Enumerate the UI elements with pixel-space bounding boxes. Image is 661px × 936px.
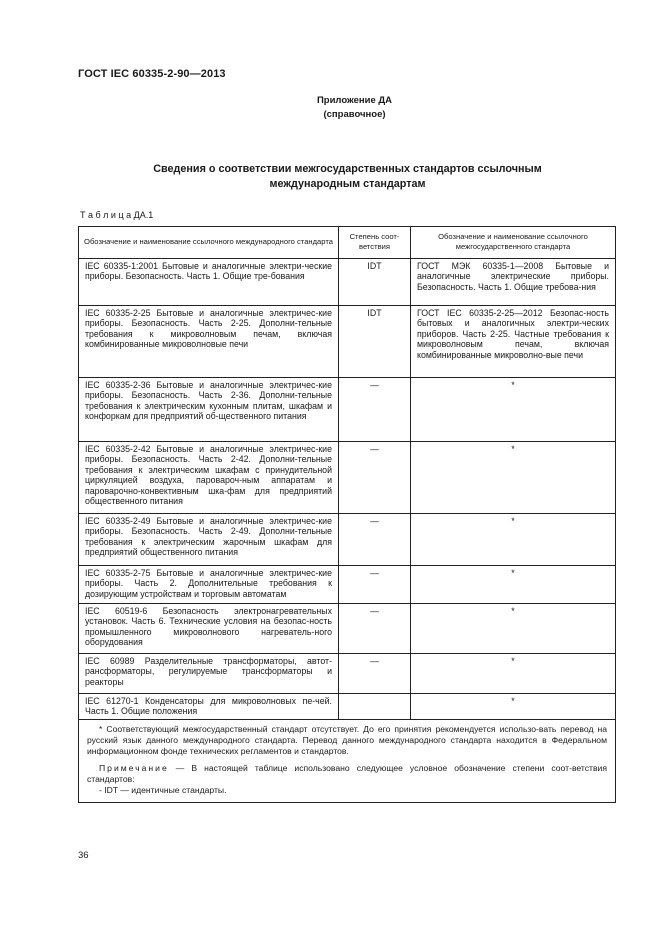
table-header-row bbox=[79, 227, 616, 259]
table-row bbox=[79, 378, 616, 442]
cell-intl-standard: IEC 60335-1:2001 Бытовые и аналогичные электри-ческие приборы. Безопасность. Часть 1. Общие тре-бования bbox=[79, 259, 339, 306]
document-header: ГОСТ IEC 60335-2-90—2013 bbox=[78, 68, 226, 80]
cell-interstate-standard: * bbox=[411, 654, 616, 694]
table-row bbox=[79, 514, 616, 566]
cell-degree bbox=[339, 694, 411, 720]
cell-intl-standard: IEC 60335-2-75 Бытовые и аналогичные электричес-кие приборы. Часть 2. Дополнительные требования к дозирующим устройствам и торговым автоматам bbox=[79, 566, 339, 604]
cell-degree: — bbox=[339, 514, 411, 566]
cell-intl-standard: IEC 60989 Разделительные трансформаторы, автот-рансформаторы, регулируемые трансформаторы и реакторы bbox=[79, 654, 339, 694]
cell-interstate-standard: * bbox=[411, 694, 616, 720]
page-number: 36 bbox=[78, 850, 89, 861]
header-degree: Степень соот-ветствия bbox=[339, 227, 411, 259]
annex-heading bbox=[0, 94, 661, 122]
cell-intl-standard: IEC 61270-1 Конденсаторы для микроволновых пе-чей. Часть 1. Общие положения bbox=[79, 694, 339, 720]
cell-degree: — bbox=[339, 654, 411, 694]
cell-degree: — bbox=[339, 378, 411, 442]
table-note bbox=[87, 763, 607, 785]
table-caption: Т а б л и ц а ДА.1 bbox=[80, 210, 154, 220]
section-title-line2: международным стандартам bbox=[269, 177, 426, 190]
table-row bbox=[79, 654, 616, 694]
table-row bbox=[79, 442, 616, 514]
table-footnote: * Соответствующий межгосударственный стандарт отсутствует. До его принятия рекомендуется использо-вать перевод на русский язык данного международного стандарта. Перевод данного международного стандарта находится в Федеральном информационном фонде технических регламентов и стандартов. bbox=[87, 724, 607, 756]
cell-degree: — bbox=[339, 604, 411, 654]
cell-interstate-standard: ГОСТ IEC 60335-2-25—2012 Безопас-ность бытовых и аналогичных электри-ческих приборов. Часть 2-25. Частные требования к микроволновым печам, включая комбинированные микроволно-вые печи bbox=[411, 306, 616, 378]
cell-interstate-standard: * bbox=[411, 378, 616, 442]
cell-interstate-standard: ГОСТ МЭК 60335-1—2008 Бытовые и аналогичные электрические приборы. Безопасность. Часть 1. Общие требова-ния bbox=[411, 259, 616, 306]
table-footer-row bbox=[79, 720, 616, 803]
note-text: — В настоящей таблице использовано следующее условное обозначение степени соот-ветствия стандартов: bbox=[87, 763, 607, 784]
cell-degree: IDT bbox=[339, 306, 411, 378]
section-title bbox=[110, 162, 585, 191]
annex-title: Приложение ДА bbox=[316, 95, 393, 106]
cell-intl-standard: IEC 60335-2-42 Бытовые и аналогичные электричес-кие приборы. Безопасность. Часть 2-42. Дополни-тельные требования к электрическим шкафам с принудительной циркуляцией воздуха, паровароч-ным аппаратам и пароварочно-конвективным шка-фам для предприятий общественного питания bbox=[79, 442, 339, 514]
note-item: - IDT — идентичные стандарты. bbox=[99, 785, 227, 795]
table-footer bbox=[79, 720, 616, 803]
table-row bbox=[79, 259, 616, 306]
header-interstate-standard: Обозначение и наименование ссылочного межгосударственного стандарта bbox=[411, 227, 616, 259]
table-row bbox=[79, 566, 616, 604]
cell-intl-standard: IEC 60519-6 Безопасность электронагревательных установок. Часть 6. Технические условия на безопас-ность промышленного микроволнового нагреватель-ного оборудования bbox=[79, 604, 339, 654]
cell-interstate-standard: * bbox=[411, 442, 616, 514]
note-prefix: Примечание bbox=[99, 763, 169, 773]
cell-degree: — bbox=[339, 566, 411, 604]
cell-interstate-standard: * bbox=[411, 514, 616, 566]
section-title-line1: Сведения о соответствии межгосударственных стандартов ссылочным bbox=[153, 163, 542, 175]
cell-degree: IDT bbox=[339, 259, 411, 306]
table-row bbox=[79, 306, 616, 378]
cell-interstate-standard: * bbox=[411, 604, 616, 654]
cell-interstate-standard: * bbox=[411, 566, 616, 604]
correspondence-table bbox=[78, 226, 616, 803]
table-row bbox=[79, 604, 616, 654]
cell-intl-standard: IEC 60335-2-25 Бытовые и аналогичные электричес-кие приборы. Безопасность. Часть 2-25. Дополни-тельные требования к микроволновым печам, включая комбинированные микроволновые печи bbox=[79, 306, 339, 378]
header-intl-standard: Обозначение и наименование ссылочного международного стандарта bbox=[79, 227, 339, 259]
annex-subtitle: (справочное) bbox=[323, 109, 386, 120]
table-row bbox=[79, 694, 616, 720]
cell-degree: — bbox=[339, 442, 411, 514]
cell-intl-standard: IEC 60335-2-49 Бытовые и аналогичные электричес-кие приборы. Безопасность. Часть 2-49. Дополни-тельные требования к электрическим жарочным шкафам для предприятий общественного питания bbox=[79, 514, 339, 566]
cell-intl-standard: IEC 60335-2-36 Бытовые и аналогичные электричес-кие приборы. Безопасность. Часть 2-36. Дополни-тельные требования к электрическим кухонным плитам, шкафам и конфоркам для предприятий об-щественного питания bbox=[79, 378, 339, 442]
